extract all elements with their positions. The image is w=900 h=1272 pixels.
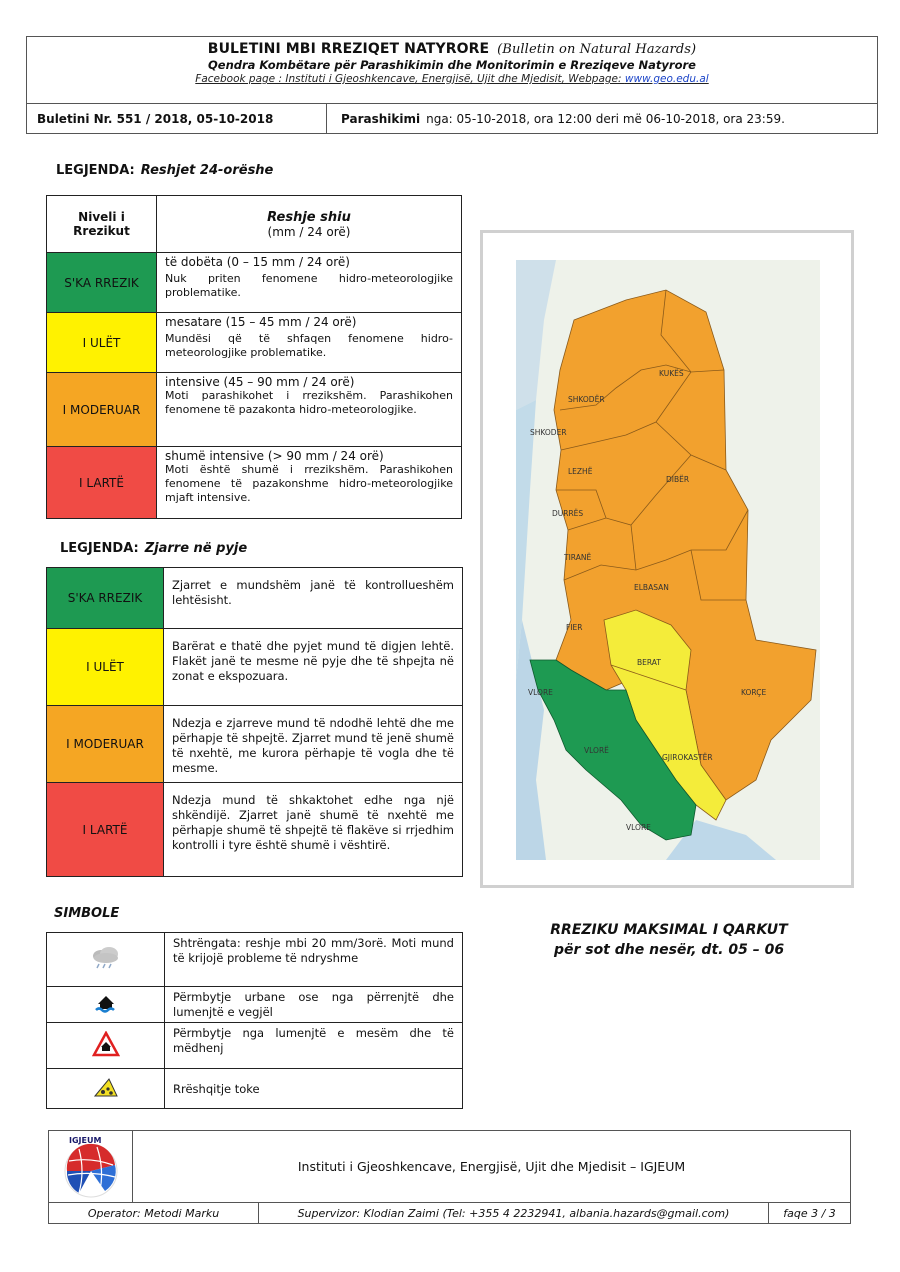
- label-berat: BERAT: [637, 658, 661, 667]
- footer: [48, 1130, 851, 1224]
- level-high: I LARTË: [47, 783, 164, 877]
- level-low: I ULËT: [47, 313, 157, 373]
- table-row: [47, 447, 462, 519]
- label-fier: FIER: [566, 623, 583, 632]
- label-vlore: VLORE: [528, 688, 553, 697]
- level-none: S'KA RREZIK: [47, 253, 157, 313]
- level-none: S'KA RREZIK: [47, 568, 164, 629]
- page-number: faqe 3 / 3: [783, 1207, 836, 1220]
- label-lezhe: LEZHË: [568, 467, 593, 476]
- table-row: [47, 313, 462, 373]
- symbol-desc: Shtrëngata: reshje mbi 20 mm/3orë. Moti mund të krijojë probleme të ndryshme: [165, 933, 463, 987]
- col-risk-level: Niveli i Rrezikut: [47, 196, 157, 253]
- forecast-period: Parashikimi nga: 05-10-2018, ora 12:00 deri më 06-10-2018, ora 23:59.: [341, 112, 785, 126]
- table-row: [47, 629, 463, 706]
- map-caption: RREZIKU MAKSIMAL I QARKUT për sot dhe nesër, dt. 05 – 06: [550, 922, 788, 958]
- igjeum-logo: [49, 1131, 133, 1202]
- bulletin-title: BULETINI MBI RREZIQET NATYRORE (Bulletin on Natural Hazards): [207, 41, 697, 57]
- label-vlore2: VLORË: [584, 746, 609, 755]
- institute-name: Instituti i Gjeoshkencave, Energjisë, Ujit dhe Mjedisit – IGJEUM: [297, 1159, 686, 1174]
- landslide-icon: [47, 1069, 165, 1109]
- table-row: [47, 253, 462, 313]
- storm-cloud-icon: [47, 933, 165, 987]
- label-durres: DURRËS: [552, 509, 584, 518]
- bulletin-title-en: (Bulletin on Natural Hazards): [497, 42, 697, 57]
- label-shkoder2: SHKODER: [530, 428, 567, 437]
- table-row: [47, 1023, 463, 1069]
- level-high: I LARTË: [47, 447, 157, 519]
- supervisor: Supervizor: Klodian Zaimi (Tel: +355 4 2232941, albania.hazards@gmail.com): [259, 1203, 769, 1224]
- fire-legend-heading: LEGJENDA: Zjarre në pyje: [60, 541, 248, 556]
- level-moderate: I MODERUAR: [47, 373, 157, 447]
- symbol-desc: Rrëshqitje toke: [165, 1069, 463, 1109]
- table-row: [47, 373, 462, 447]
- label-shkoder: SHKODËR: [568, 395, 605, 404]
- symbol-desc: Përmbytje nga lumenjtë e mesëm dhe të mëdhenj: [165, 1023, 463, 1069]
- label-elbasan: ELBASAN: [634, 583, 669, 592]
- risk-map: [480, 230, 854, 888]
- table-row: [47, 706, 463, 783]
- symbol-desc: Përmbytje urbane ose nga përrenjtë dhe lumenjtë e vegjël: [165, 987, 463, 1023]
- logo-text: IGJEUM: [69, 1136, 102, 1145]
- label-gjirokaster: GJIROKASTËR: [662, 753, 713, 762]
- operator: Operator: Metodi Marku: [49, 1203, 259, 1224]
- urban-flood-icon: [47, 987, 165, 1023]
- rain-desc: të dobëta (0 – 15 mm / 24 orë) Nuk priten fenomene hidro-meteorologjike problematike.: [157, 253, 462, 313]
- symbols-heading: SIMBOLE: [54, 906, 120, 921]
- webpage-link[interactable]: www.geo.edu.al: [624, 73, 709, 85]
- fire-desc: Ndezja e zjarreve mund të ndodhë lehtë dhe me përhapje të shpejtë. Zjarret mund të jenë shumë të nxehtë, me kurora përhapje të vogla dhe të mesme.: [164, 706, 463, 783]
- label-vlore3: VLORE: [626, 823, 651, 832]
- rain-desc: shumë intensive (> 90 mm / 24 orë) Moti është shumë i rrezikshëm. Parashikohen fenomene të pazakonshme hidro-meteorologjike mjaft intensive.: [157, 447, 462, 519]
- rain-desc: mesatare (15 – 45 mm / 24 orë) Mundësi që të shfaqen fenomene hidro-meteorologjike problematike.: [157, 313, 462, 373]
- bulletin-number: Buletini Nr. 551 / 2018, 05-10-2018: [27, 104, 327, 134]
- bulletin-header: [26, 36, 878, 134]
- facebook-line: Facebook page : Instituti i Gjeoshkencave, Energjisë, Ujit dhe Mjedisit, Webpage: www.geo.edu.al: [195, 73, 709, 85]
- table-row: [47, 783, 463, 877]
- table-row: [47, 1069, 463, 1109]
- table-row: [47, 933, 463, 987]
- label-diber: DIBËR: [666, 475, 690, 484]
- symbols-table: [46, 932, 463, 1109]
- level-low: I ULËT: [47, 629, 164, 706]
- rain-legend-table: [46, 195, 462, 519]
- level-moderate: I MODERUAR: [47, 706, 164, 783]
- table-row: [47, 987, 463, 1023]
- label-kukes: KUKËS: [659, 369, 684, 378]
- rain-legend-heading: LEGJENDA: Reshjet 24-orëshe: [56, 163, 274, 178]
- albania-map: [516, 260, 820, 860]
- label-tirane: TIRANË: [564, 553, 592, 562]
- rain-desc: intensive (45 – 90 mm / 24 orë) Moti parashikohet i rrezikshëm. Parashikohen fenomene të pazakonta hidro-meteorologjike.: [157, 373, 462, 447]
- fire-desc: Ndezja mund të shkaktohet edhe nga një shkëndijë. Zjarret janë shumë të nxehtë me përhapje shumë të shpejtë të flakëve si rrjedhim kontrolli i tyre është shumë i vështirë.: [164, 783, 463, 877]
- label-korce: KORÇE: [741, 688, 767, 697]
- river-flood-icon: [47, 1023, 165, 1069]
- center-name: Qendra Kombëtare për Parashikimin dhe Monitorimin e Rreziqeve Natyrore: [208, 58, 696, 72]
- col-rainfall: Reshje shiu (mm / 24 orë): [157, 196, 462, 253]
- fire-desc: Barërat e thatë dhe pyjet mund të digjen lehtë. Flakët janë te mesme në pyje dhe të shpejta në zonat e ekspozuara.: [164, 629, 463, 706]
- fire-desc: Zjarret e mundshëm janë të kontrollueshëm lehtësisht.: [164, 568, 463, 629]
- fire-legend-table: [46, 567, 463, 877]
- table-row: [47, 568, 463, 629]
